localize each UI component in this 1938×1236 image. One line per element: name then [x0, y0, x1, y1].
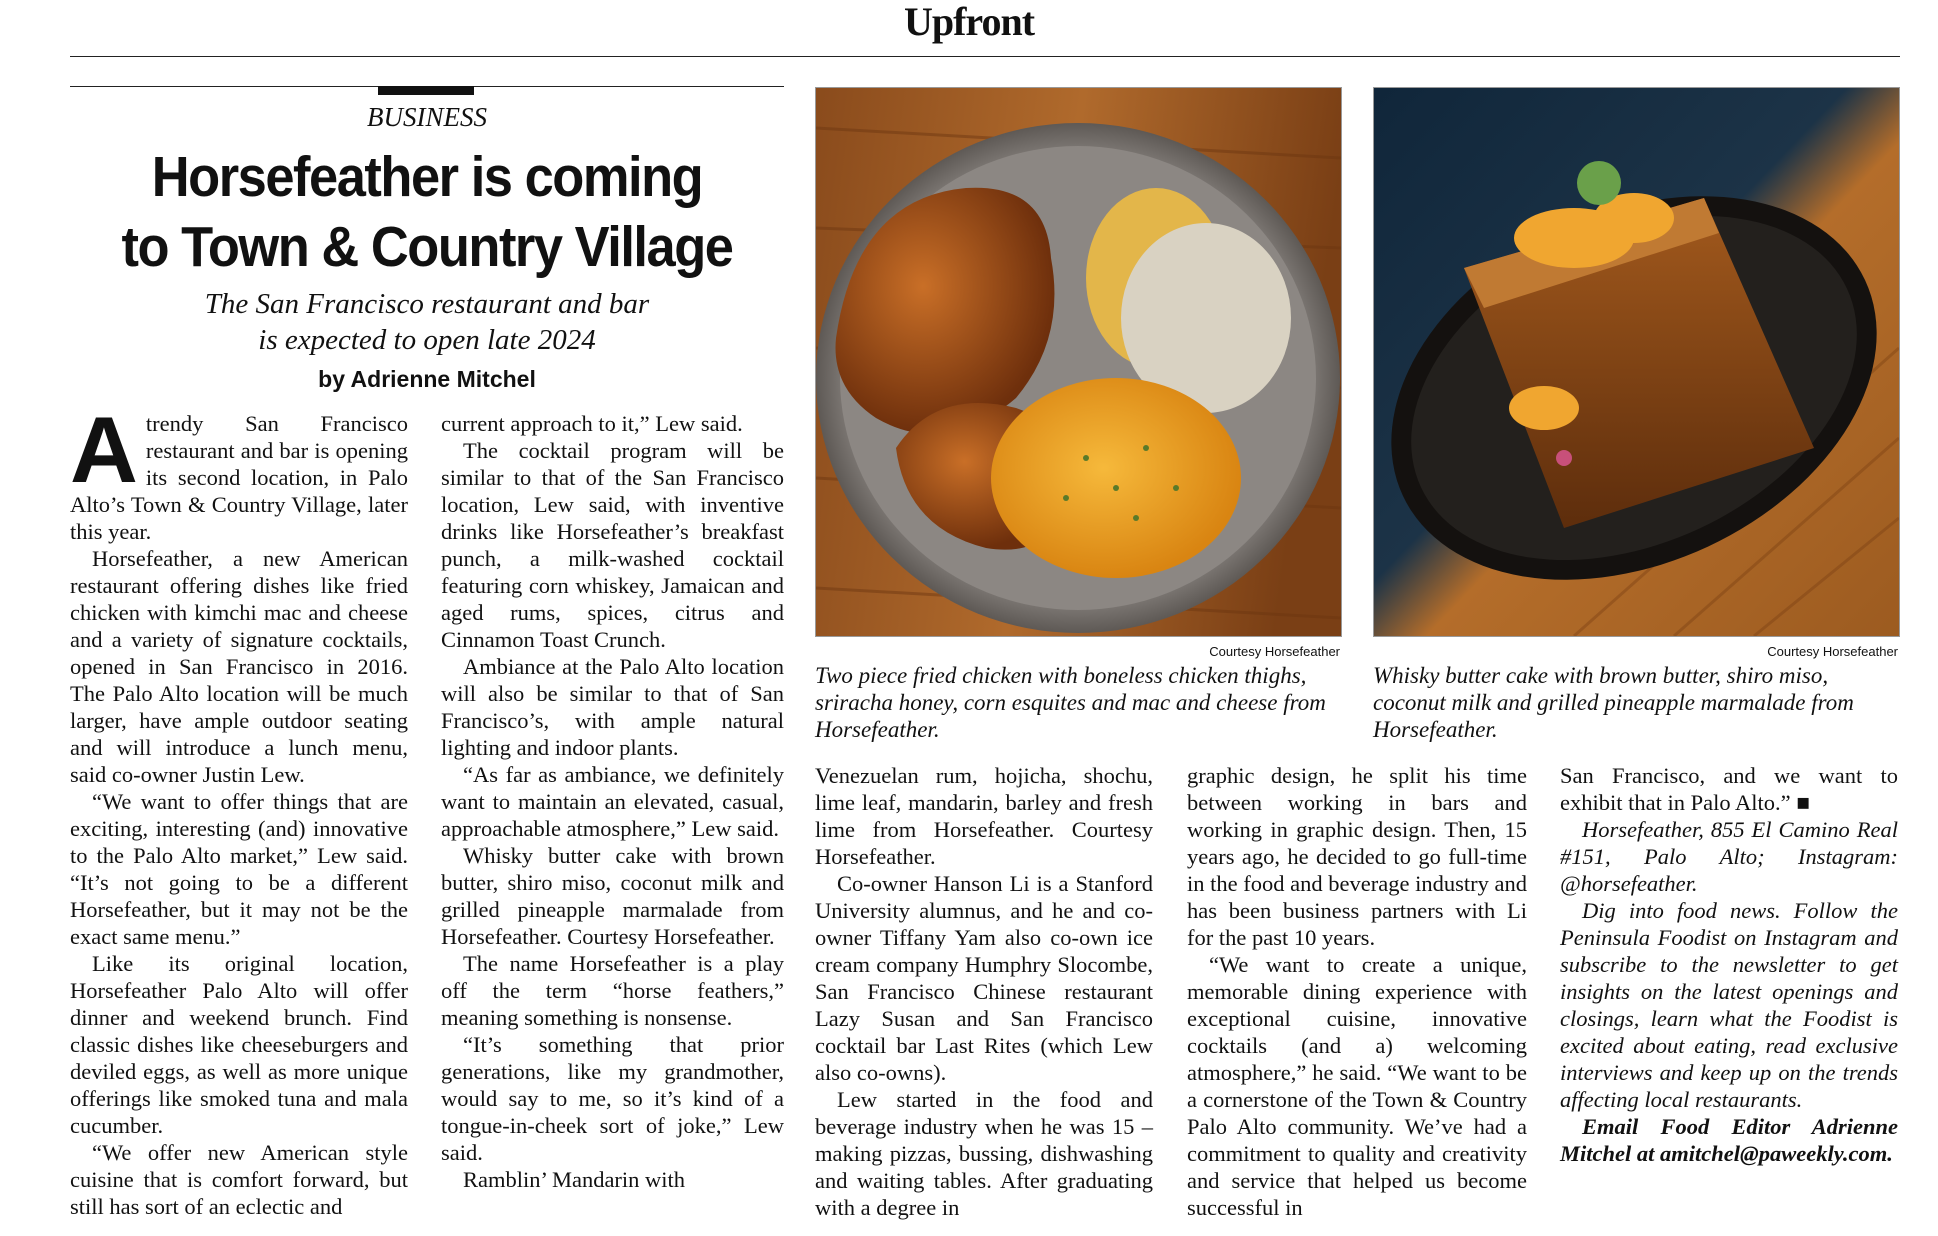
restaurant-info: Horsefeather, 855 El Camino Real #151, Palo Alto; Instagram: @horsefeather. [1560, 817, 1898, 896]
paragraph: Atrendy San Francisco restaurant and bar is opening its second location, in Palo Alto’s Town & Country Village, later this year. [70, 397, 408, 544]
paragraph: “It’s something that prior generations, like my grandmother, would say to me, so it’s kind of a tongue-in-cheek sort of joke,” Lew said. [441, 1032, 784, 1165]
photo-caption: Two piece fried chicken with boneless chicken thighs, sriracha honey, corn esquites and mac and cheese from Horsefeather. [815, 663, 1326, 742]
paragraph: “We want to create a unique, memorable dining experience with exceptional cuisine, innovative cocktails (and a) welcoming atmosphere,” he said. “We want to be a cornerstone of the Town & Country Palo Alto community. We’ve had a commitment to quality and creativity and service that helped us become successful in [1187, 952, 1527, 1220]
headline-line-2: to Town & Country Village [121, 215, 733, 279]
deck-line-2: is expected to open late 2024 [258, 324, 596, 356]
paragraph: The cocktail program will be similar to that of the San Francisco location, Lew said, with inventive drinks like Horsefeather’s breakfast punch, a milk-washed cocktail featuring corn whiskey, Jamaican and aged rums, spices, citrus and Cinnamon Toast Crunch. [441, 438, 784, 652]
paragraph: “We offer new American style cuisine that is comfort forward, but still has sort of an eclectic and [70, 1140, 408, 1219]
foodist-promo: Dig into food news. Follow the Peninsula Foodist on Instagram and subscribe to the newsletter to get insights on the latest openings and closings, learn what the Foodist is excited about eating, read exclusive interviews and keep up on the trends affecting local restaurants. [1560, 898, 1898, 1112]
paragraph: San Francisco, and we want to exhibit that in Palo Alto.” ■ [1560, 763, 1898, 815]
paragraph: “As far as ambiance, we definitely want to maintain an elevated, casual, approachable atmosphere,” Lew said. [441, 762, 784, 841]
body-column-1 [70, 397, 408, 1220]
paragraph: Whisky butter cake with brown butter, shiro miso, coconut milk and grilled pineapple marmalade from Horsefeather. Courtesy Horsefeather. [441, 843, 784, 949]
byline: by Adrienne Mitchel [318, 366, 536, 392]
article-tab-bar [378, 86, 474, 95]
paragraph: Lew started in the food and beverage industry when he was 15 – making pizzas, bussing, dishwashing and waiting tables. After graduating with a degree in [815, 1087, 1153, 1220]
paragraph: Ambiance at the Palo Alto location will also be similar to that of San Francisco’s, with ample natural lighting and indoor plants. [441, 654, 784, 760]
editor-contact: Email Food Editor Adrienne Mitchel at amitchel@paweekly.com. [1560, 1114, 1898, 1166]
deck-line-1: The San Francisco restaurant and bar [204, 288, 650, 320]
photo-credit: Courtesy Horsefeather [1767, 644, 1898, 659]
paragraph: “We want to offer things that are exciting, interesting (and) innovative to the Palo Alto market,” Lew said. “It’s not going to be a different Horsefeather, but it may not be the exact same menu.” [70, 789, 408, 949]
paragraph: Like its original location, Horsefeather Palo Alto will offer dinner and weekend brunch. Find classic dishes like cheeseburgers and deviled eggs, as well as more unique offerings like smoked tuna and mala cucumber. [70, 951, 408, 1138]
body-column-4 [1187, 762, 1527, 1221]
photo-credit: Courtesy Horsefeather [1209, 644, 1340, 659]
photo-fried-chicken [815, 87, 1342, 637]
body-column-3 [815, 762, 1153, 1221]
kicker: BUSINESS [367, 102, 487, 132]
paragraph: Venezuelan rum, hojicha, shochu, lime leaf, mandarin, barley and fresh lime from Horsefeather. Courtesy Horsefeather. [815, 763, 1153, 869]
paragraph: Horsefeather, a new American restaurant offering dishes like fried chicken with kimchi mac and cheese and a variety of signature cocktails, opened in San Francisco in 2016. The Palo Alto location will be much larger, have ample outdoor seating and will introduce a lunch menu, said co-owner Justin Lew. [70, 546, 408, 787]
paragraph: Co-owner Hanson Li is a Stanford University alumnus, and he and co-owner Tiffany Yam also co-own ice cream company Humphry Slocombe, San Francisco Chinese restaurant Lazy Susan and San Francisco cocktail bar Last Rites (which Lew also co-owns). [815, 871, 1153, 1085]
paragraph: graphic design, he split his time between working in bars and working in graphic design. Then, 15 years ago, he decided to go full-time in the food and beverage industry and has been business partners with Li for the past 10 years. [1187, 763, 1527, 950]
drop-cap: A [70, 397, 138, 502]
paragraph: Ramblin’ Mandarin with [463, 1167, 686, 1192]
header-rule [70, 56, 1900, 57]
butter-cake-image [1374, 88, 1899, 636]
paragraph: current approach to it,” Lew said. [441, 411, 743, 436]
section-header: Upfront [903, 0, 1035, 44]
headline-line-1: Horsefeather is coming [151, 145, 703, 209]
paragraph: The name Horsefeather is a play off the term “horse feathers,” meaning something is nonsense. [441, 951, 784, 1030]
headline [99, 142, 756, 282]
photo-butter-cake [1373, 87, 1900, 637]
photo-caption: Whisky butter cake with brown butter, shiro miso, coconut milk and grilled pineapple marmalade from Horsefeather. [1373, 663, 1854, 742]
body-column-5 [1560, 762, 1898, 1167]
fried-chicken-image [816, 88, 1341, 636]
body-column-2 [441, 410, 784, 1193]
